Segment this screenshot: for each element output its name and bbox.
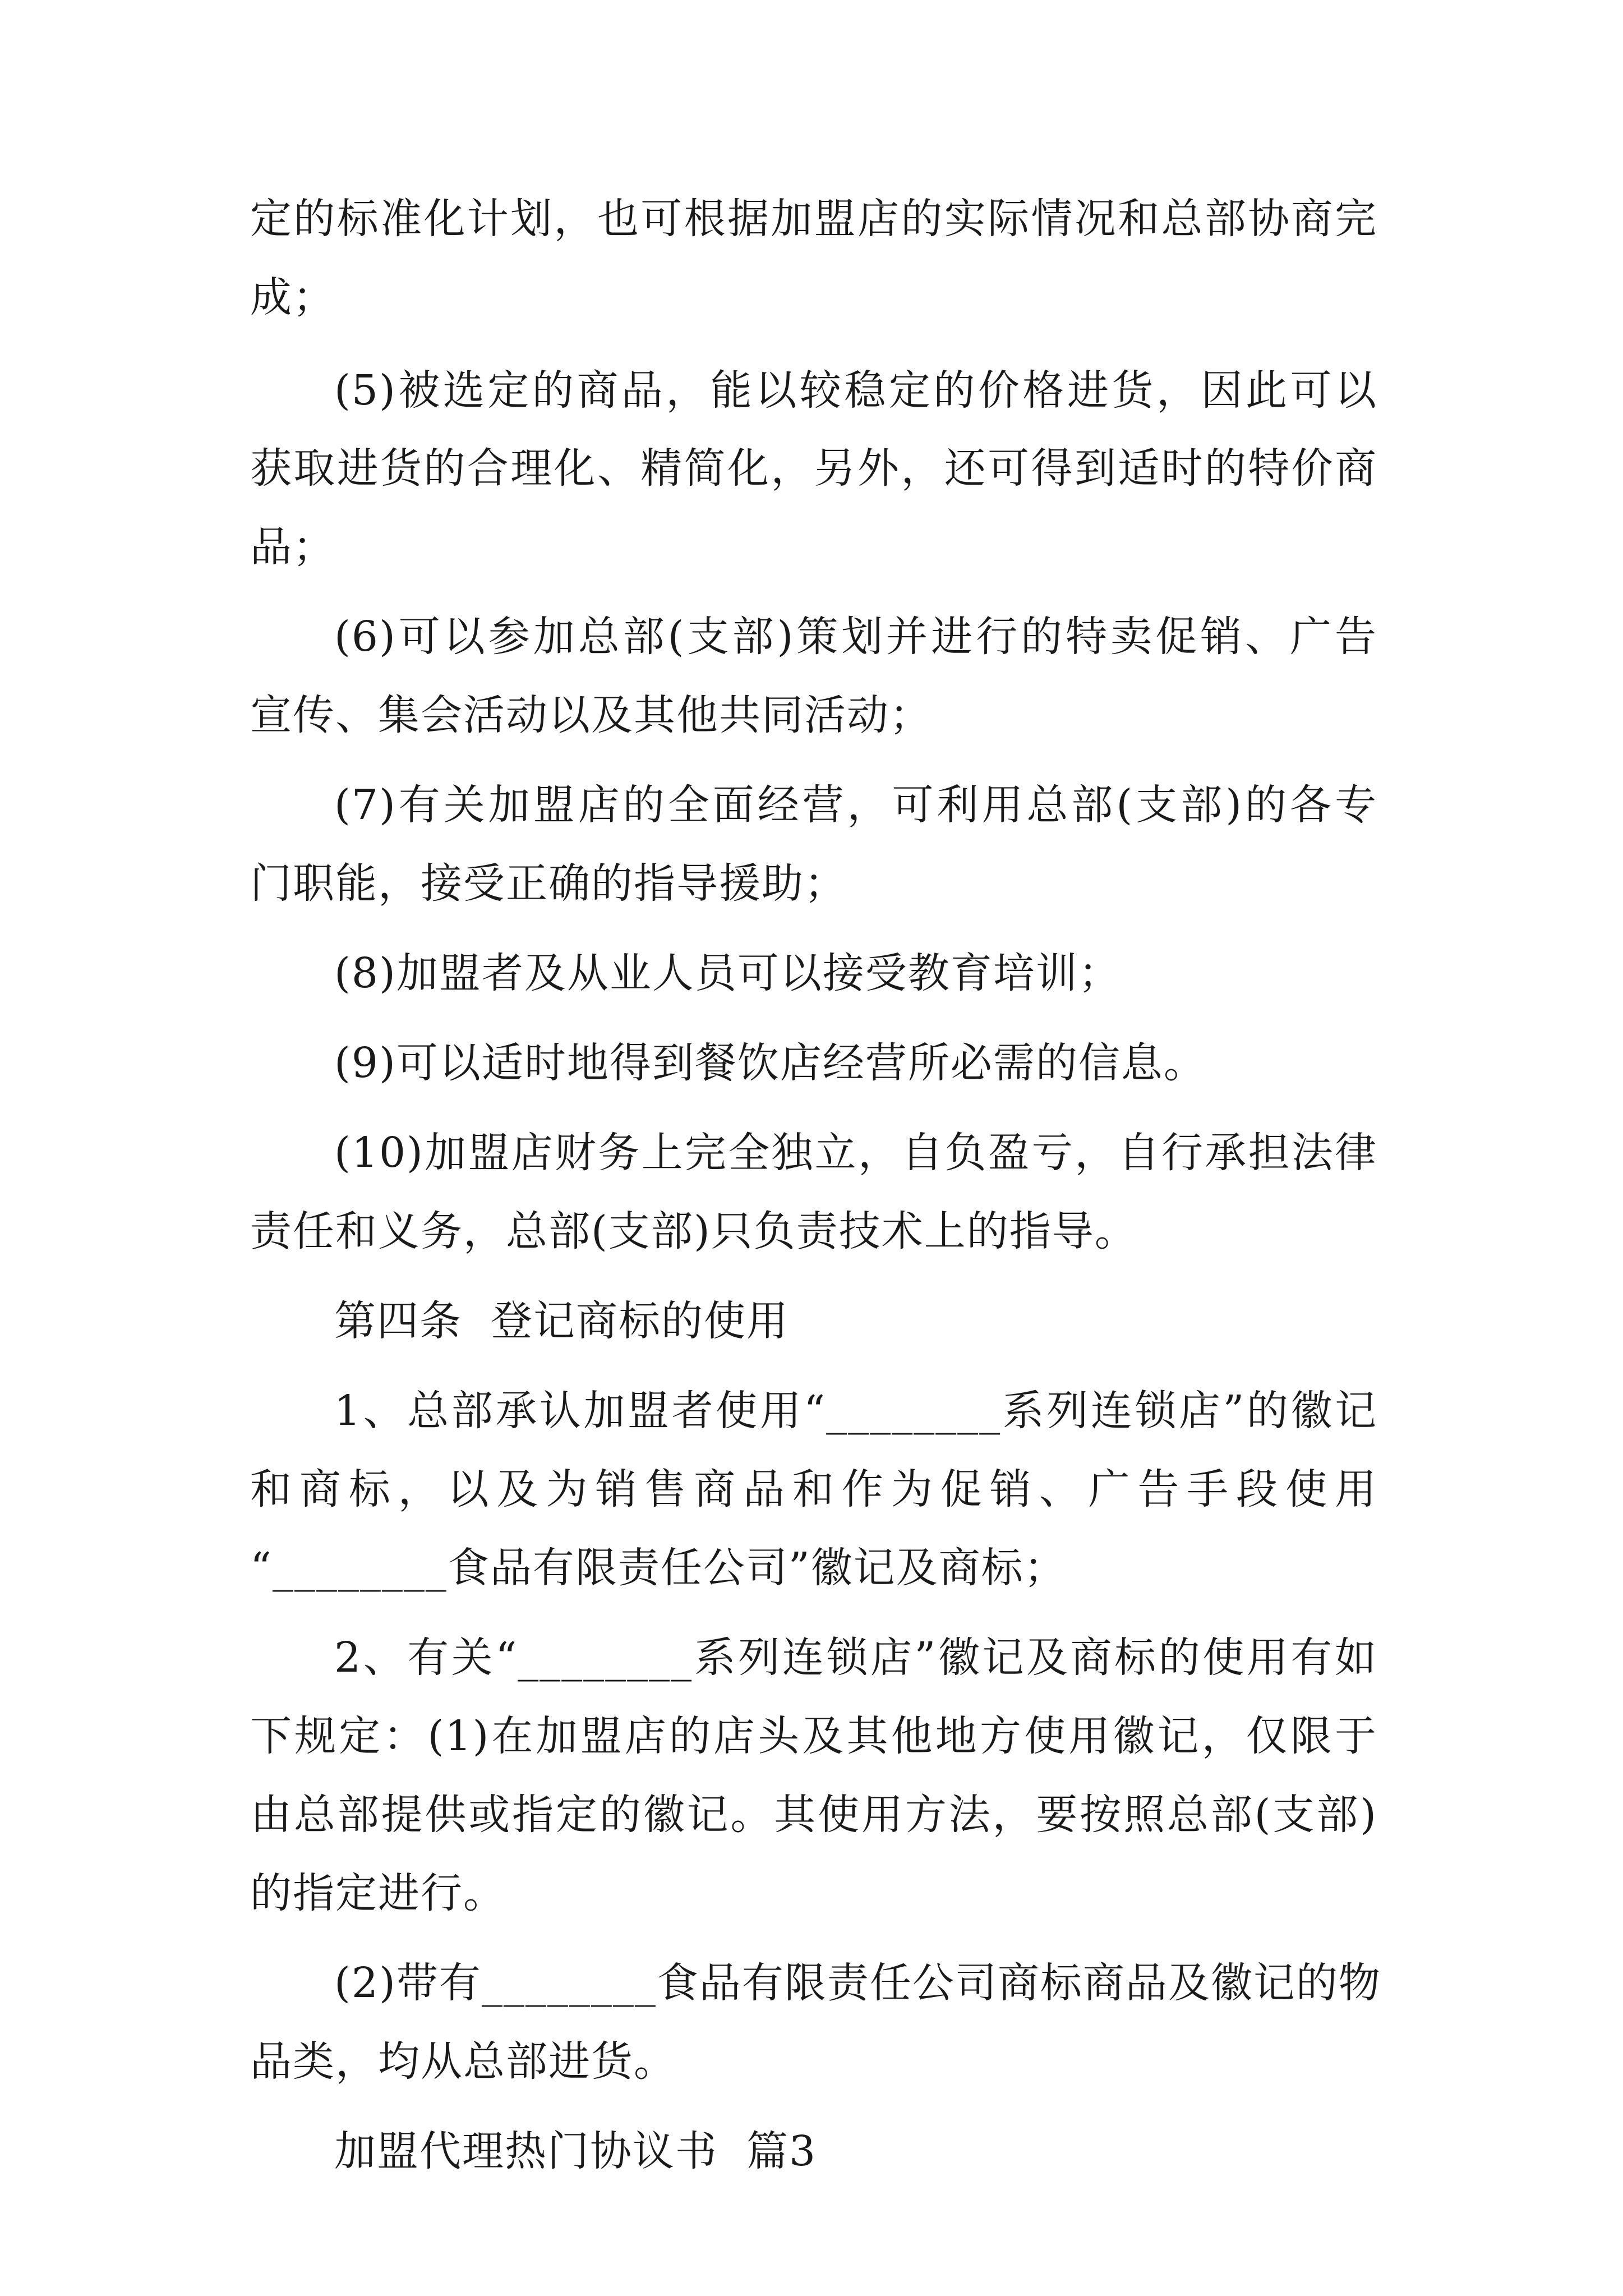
text-line: (7)有关加盟店的全面经营，可利用总部(支部)的各专 — [334, 781, 1377, 829]
text-line: 的指定进行。 — [250, 1869, 506, 1917]
text-line: 由总部提供或指定的徽记。其使用方法，要按照总部(支部) — [250, 1791, 1377, 1839]
text-line: 2、有关“________系列连锁店”徽记及商标的使用有如 — [334, 1634, 1377, 1682]
text-line: 1、总部承认加盟者使用“________系列连锁店”的徽记 — [334, 1387, 1377, 1435]
text-line: (2)带有________食品有限责任公司商标商品及徽记的物 — [334, 1959, 1381, 2007]
text-line: (6)可以参加总部(支部)策划并进行的特卖促销、广告 — [334, 613, 1377, 661]
text-line: 责任和义务，总部(支部)只负责技术上的指导。 — [250, 1207, 1137, 1255]
text-line: (5)被选定的商品，能以较稳定的价格进货，因此可以 — [334, 366, 1377, 415]
text-line: 定的标准化计划，也可根据加盟店的实际情况和总部协商完 — [250, 195, 1377, 243]
text-line: 和商标，以及为销售商品和作为促销、广告手段使用 — [250, 1465, 1377, 1513]
text-line: 成； — [250, 273, 335, 321]
text-line: (10)加盟店财务上完全独立，自负盈亏，自行承担法律 — [334, 1129, 1377, 1177]
text-line: (9)可以适时地得到餐饮店经营所必需的信息。 — [334, 1039, 1206, 1087]
text-line: (8)加盟者及从业人员可以接受教育培训； — [334, 949, 1121, 997]
text-line: “________食品有限责任公司”徽记及商标； — [250, 1544, 1067, 1592]
text-line: 下规定：(1)在加盟店的店头及其他地方使用徽记，仅限于 — [250, 1712, 1377, 1760]
text-line: 品； — [250, 523, 335, 571]
section-heading: 加盟代理热门协议书 篇3 — [334, 2127, 817, 2175]
text-line: 品类，均从总部进货。 — [250, 2037, 676, 2086]
text-line: 宣传、集会活动以及其他共同活动； — [250, 691, 932, 739]
section-heading: 第四条 登记商标的使用 — [334, 1297, 790, 1345]
text-line: 门职能，接受正确的指导援助； — [250, 859, 847, 908]
text-line: 获取进货的合理化、精简化，另外，还可得到适时的特价商 — [250, 444, 1377, 493]
